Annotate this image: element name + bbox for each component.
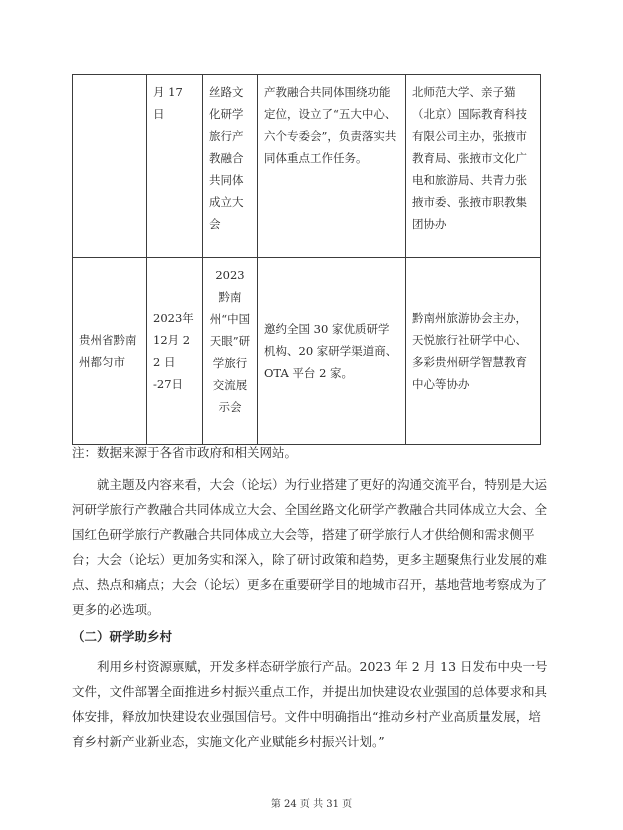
section-heading: （二）研学助乡村 bbox=[72, 629, 173, 644]
table-cell-date: 2023年12月 22 日 -27日 bbox=[147, 258, 203, 445]
table-cell-content: 邀约全国 30 家优质研学机构、20 家研学渠道商、OTA 平台 2 家。 bbox=[258, 258, 406, 445]
table-row bbox=[73, 258, 541, 445]
paragraph: 利用乡村资源禀赋，开发多样态研学旅行产品。2023 年 2 月 13 日发布中央一号文件，文件部署全面推进乡村振兴重点工作，并提出加快建设农业强国的总体要求和具体安排，释放加快建设农业强国信号。文件中明确指出“推动乡村产业高质量发展，培育乡村新产业新业态，实施文化产业赋能乡村振兴计划。” bbox=[72, 659, 548, 749]
table-cell-organizer: 北师范大学、亲子猫（北京）国际教育科技有限公司主办，张掖市教育局、张掖市文化广电和旅游局、共青力张掖市委、张掖市职教集团协办 bbox=[406, 75, 541, 258]
table-note: 注：数据来源于各省市政府和相关网站。 bbox=[72, 445, 298, 460]
events-table bbox=[72, 74, 541, 445]
table-cell-content: 产教融合共同体围绕功能定位，设立了“五大中心、六个专委会”，负责落实共同体重点工作任务。 bbox=[258, 75, 406, 258]
table-cell-organizer: 黔南州旅游协会主办，天悦旅行社研学中心、多彩贵州研学智慧教育中心等协办 bbox=[406, 258, 541, 445]
table-row bbox=[73, 75, 541, 258]
table-cell-location: 贵州省黔南州都匀市 bbox=[73, 258, 147, 445]
table-cell-location bbox=[73, 75, 147, 258]
page-footer: 第 24 页 共 31 页 bbox=[270, 799, 353, 810]
table-cell-event: 2023 黔南州“中国天眼”研学旅行交流展示会 bbox=[203, 258, 258, 445]
paragraph: 就主题及内容来看，大会（论坛）为行业搭建了更好的沟通交流平台，特别是大运河研学旅行产教融合共同体成立大会、全国丝路文化研学产教融合共同体成立大会、全国红色研学旅行产教融合共同体成立大会等，搭建了研学旅行人才供给侧和需求侧平台；大会（论坛）更加务实和深入，除了研讨政策和趋势，更多主题聚焦行业发展的难点、热点和痛点；大会（论坛）更多在重要研学目的地城市召开，基地营地考察成为了更多的必选项。 bbox=[72, 477, 548, 617]
table-cell-date: 月 17 日 bbox=[147, 75, 203, 258]
table-cell-event: 丝路文化研学旅行产教融合共同体成立大会 bbox=[203, 75, 258, 258]
